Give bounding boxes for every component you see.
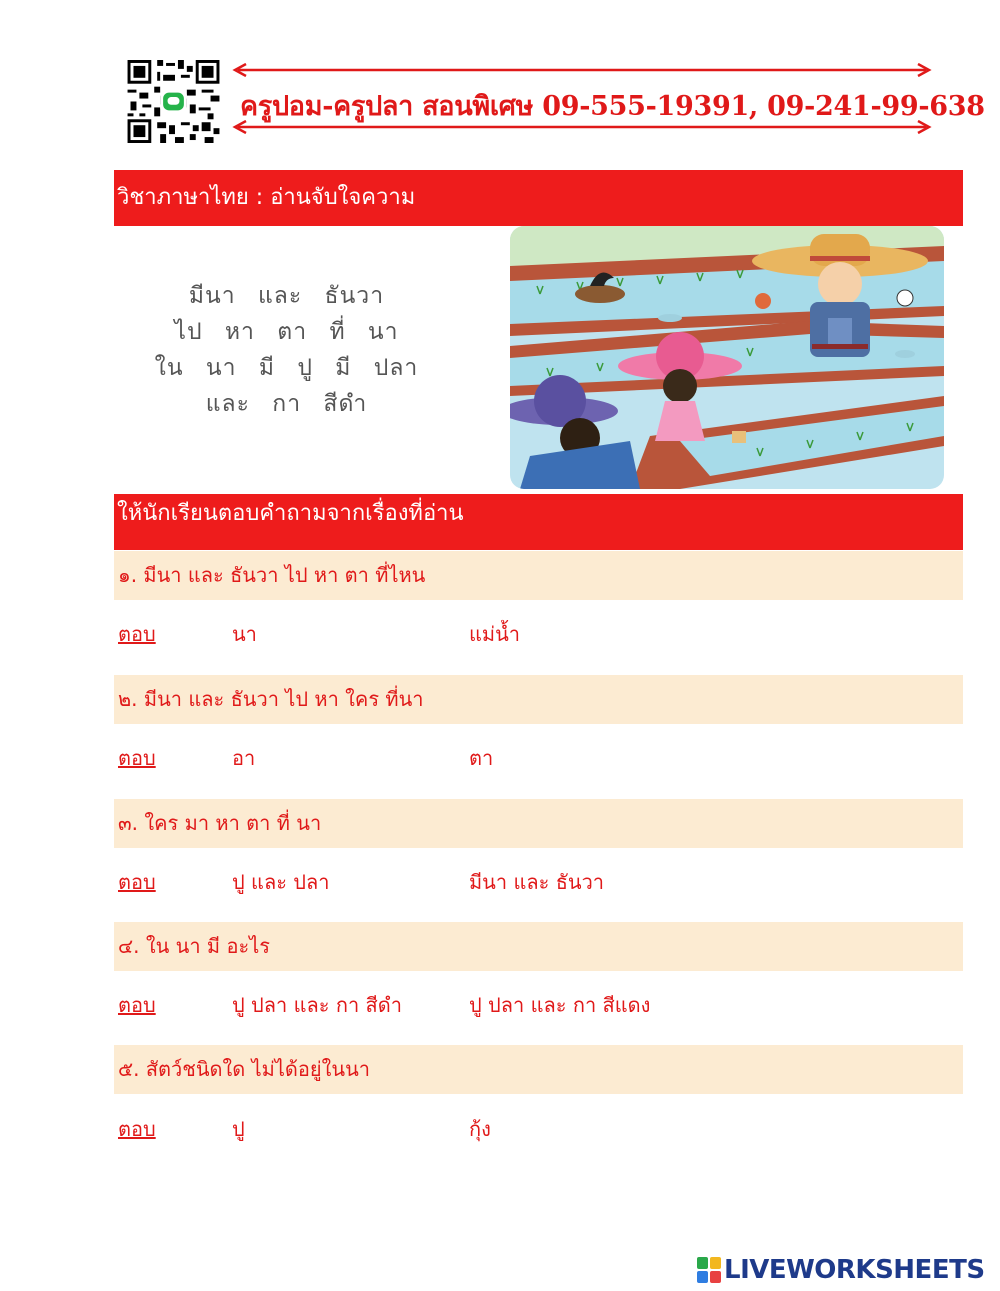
header-contact-text: ครูปอม-ครูปลา สอนพิเศษ 09-555-19391, 09-241-99-638 bbox=[240, 91, 985, 122]
subject-title: วิชาภาษาไทย : อ่านจับใจความ bbox=[114, 170, 963, 226]
answer-option[interactable]: ปู bbox=[232, 1117, 245, 1141]
question-row: ๕. สัตว์ชนิดใด ไม่ได้อยู่ในนา bbox=[114, 1045, 963, 1094]
rice-field-illustration bbox=[510, 226, 944, 489]
answer-label[interactable]: ตอบ bbox=[118, 746, 156, 770]
double-arrow-top bbox=[232, 63, 932, 77]
qr-code-icon bbox=[127, 60, 220, 143]
brand-text: LIVEWORKSHEETS bbox=[724, 1255, 985, 1285]
question-row: ๒. มีนา และ ธันวา ไป หา ใคร ที่นา bbox=[114, 675, 963, 724]
question-row: ๔. ใน นา มี อะไร bbox=[114, 922, 963, 971]
answer-option[interactable]: กุ้ง bbox=[469, 1117, 491, 1141]
answer-row bbox=[114, 857, 963, 907]
question-row: ๓. ใคร มา หา ตา ที่ นา bbox=[114, 799, 963, 848]
instruction-bar: ให้นักเรียนตอบคำถามจากเรื่องที่อ่าน bbox=[114, 494, 963, 550]
answer-option[interactable]: ปู ปลา และ กา สีดำ bbox=[232, 993, 402, 1017]
answer-option[interactable]: ตา bbox=[469, 746, 494, 770]
question-row: ๑. มีนา และ ธันวา ไป หา ตา ที่ไหน bbox=[114, 551, 963, 600]
answer-label[interactable]: ตอบ bbox=[118, 870, 156, 894]
answer-option[interactable]: อา bbox=[232, 746, 256, 770]
answer-option[interactable]: ปู ปลา และ กา สีแดง bbox=[469, 993, 651, 1017]
answer-label[interactable]: ตอบ bbox=[118, 1117, 156, 1141]
liveworksheets-logo bbox=[697, 1254, 985, 1286]
double-arrow-bottom bbox=[232, 120, 932, 134]
answer-option[interactable]: ปู และ ปลา bbox=[232, 870, 330, 894]
liveworksheets-logo-icon bbox=[697, 1257, 721, 1283]
story-text bbox=[114, 278, 459, 422]
answer-label[interactable]: ตอบ bbox=[118, 622, 156, 646]
answer-row bbox=[114, 1104, 963, 1154]
story-line: มีนา และ ธันวา bbox=[188, 283, 385, 309]
answer-row bbox=[114, 980, 963, 1030]
answer-option[interactable]: มีนา และ ธันวา bbox=[469, 870, 605, 894]
story-line: และ กา สีดำ bbox=[205, 391, 368, 417]
answer-row bbox=[114, 609, 963, 659]
answer-option[interactable]: แม่น้ำ bbox=[469, 622, 520, 646]
answer-option[interactable]: นา bbox=[232, 622, 257, 646]
answer-label[interactable]: ตอบ bbox=[118, 993, 156, 1017]
story-line: ไป หา ตา ที่ นา bbox=[174, 319, 399, 345]
story-line: ใน นา มี ปู มี ปลา bbox=[154, 355, 419, 381]
answer-row bbox=[114, 733, 963, 783]
